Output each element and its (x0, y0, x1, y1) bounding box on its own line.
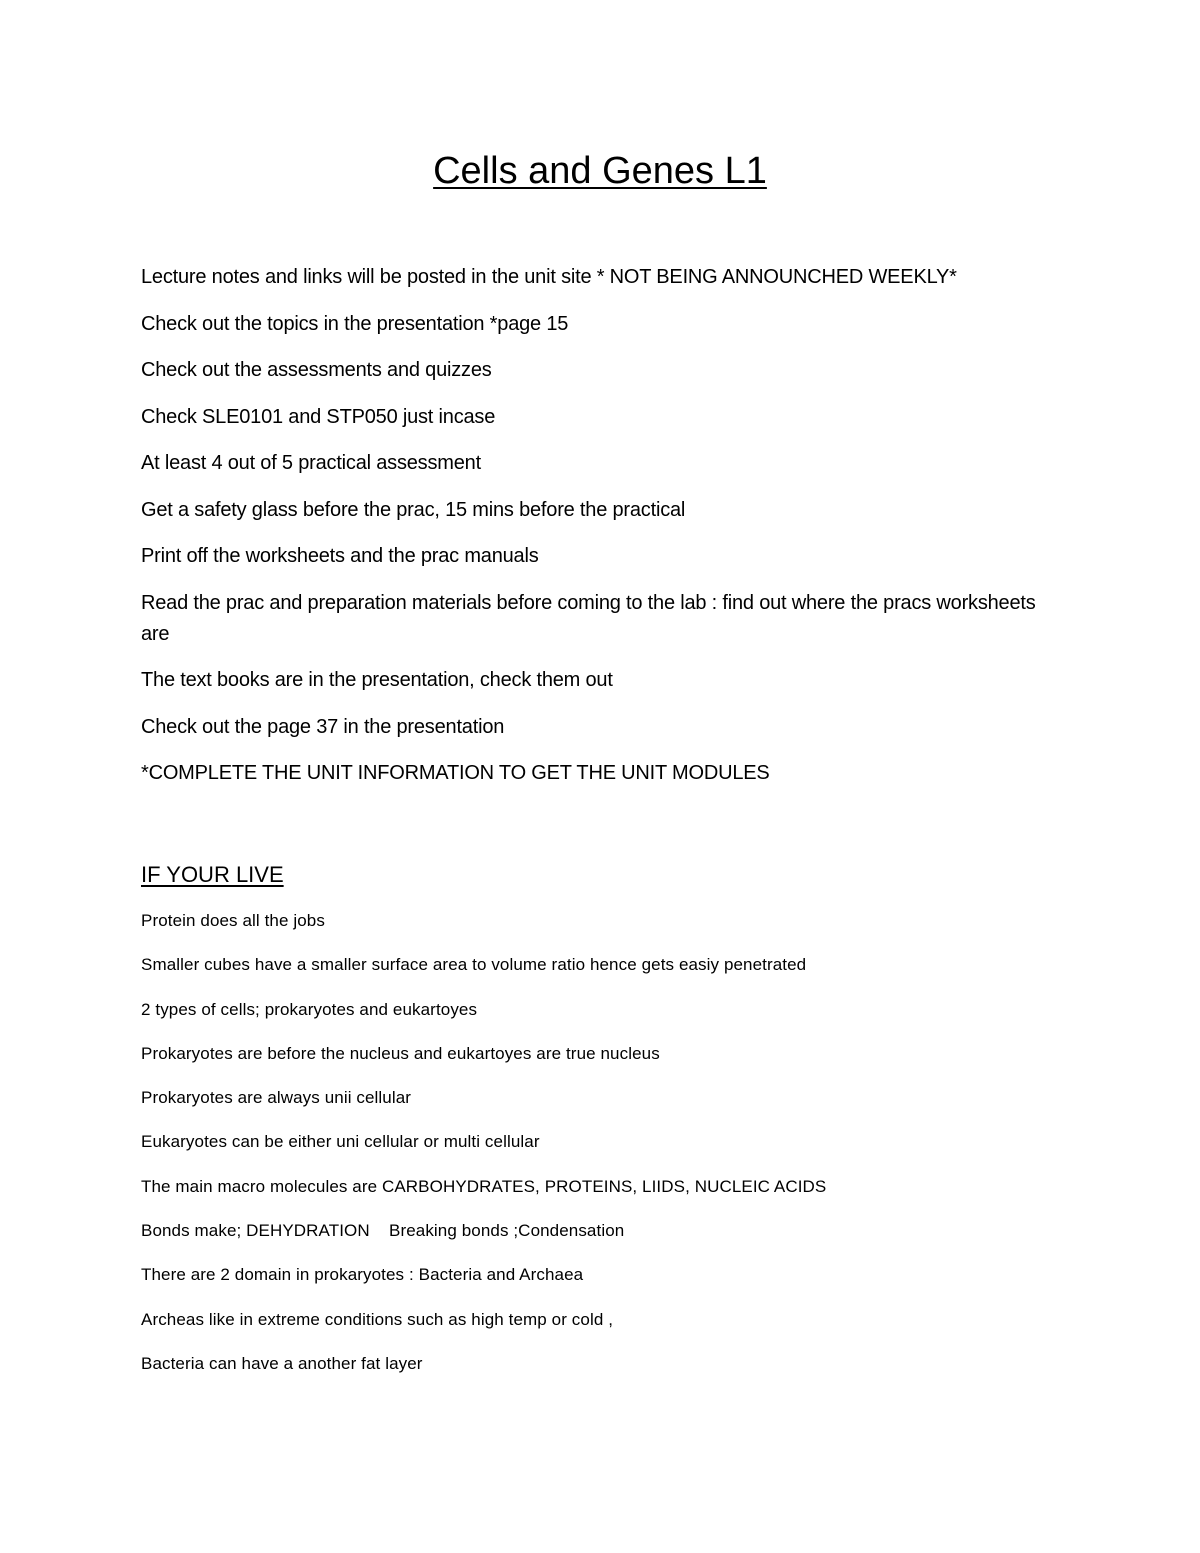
list-item: Print off the worksheets and the prac manuals (141, 545, 539, 567)
list-item: Bacteria can have a another fat layer (141, 1353, 423, 1373)
list-item: There are 2 domain in prokaryotes : Bacteria and Archaea (141, 1265, 584, 1285)
list-item: The text books are in the presentation, check them out (141, 669, 613, 691)
list-item: Archeas like in extreme conditions such as high temp or cold , (141, 1309, 614, 1329)
list-item: At least 4 out of 5 practical assessment (141, 452, 481, 474)
list-item: Protein does all the jobs (141, 911, 325, 930)
list-item: The main macro molecules are CARBOHYDRATES, PROTEINS, LIIDS, NUCLEIC ACIDS (141, 1176, 827, 1196)
page-title: Cells and Genes L1 (433, 150, 767, 192)
notes-list-biology (141, 909, 1041, 1396)
list-item: Check out the assessments and quizzes (141, 359, 492, 381)
list-item: Read the prac and preparation materials before coming to the lab : find out where the pracs worksheets are (141, 591, 1036, 645)
list-item: Eukaryotes can be either uni cellular or multi cellular (141, 1132, 540, 1152)
list-item: Bonds make; DEHYDRATION Breaking bonds ;Condensation (141, 1221, 625, 1241)
section-heading: IF YOUR LIVE (141, 862, 284, 887)
list-item: Prokaryotes are always unii cellular (141, 1088, 412, 1108)
list-item: Smaller cubes have a smaller surface area to volume ratio hence gets easiy penetrated (141, 955, 807, 975)
list-item: 2 types of cells; prokaryotes and eukartoyes (141, 999, 478, 1019)
list-item: Prokaryotes are before the nucleus and eukartoyes are true nucleus (141, 1043, 660, 1063)
notes-list-general (141, 262, 1041, 805)
list-item: Check out the page 37 in the presentation (141, 715, 505, 738)
list-item: Check out the topics in the presentation *page 15 (141, 312, 569, 335)
list-item: *COMPLETE THE UNIT INFORMATION TO GET THE UNIT MODULES (141, 762, 770, 784)
list-item: Check SLE0101 and STP050 just incase (141, 405, 496, 428)
list-item: Get a safety glass before the prac, 15 mins before the practical (141, 498, 686, 521)
list-item: Lecture notes and links will be posted in the unit site * NOT BEING ANNOUNCHED WEEKLY* (141, 266, 957, 288)
